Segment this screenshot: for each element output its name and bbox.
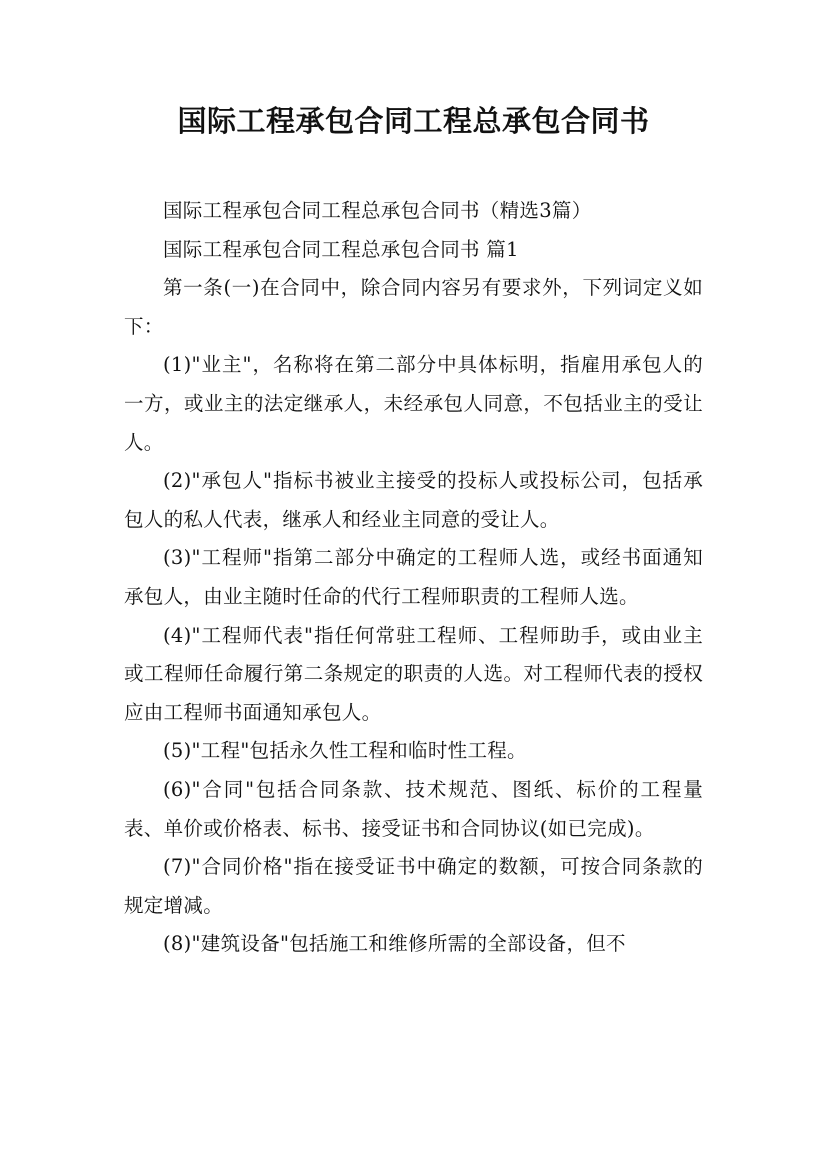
paragraph-definition-engineer-representative: (4)"工程师代表"指任何常驻工程师、工程师助手，或由业主或工程师任命履行第二条规定的职责的人选。对工程师代表的授权应由工程师书面通知承包人。 xyxy=(124,623,703,724)
paragraph-definition-contract: (6)"合同"包括合同条款、技术规范、图纸、标价的工程量表、单价或价格表、标书、接受证书和合同协议(如已完成)。 xyxy=(124,777,703,840)
paragraph-subtitle: 国际工程承包合同工程总承包合同书（精选3篇） xyxy=(163,199,592,222)
paragraph-definition-owner: (1)"业主"，名称将在第二部分中具体标明，指雇用承包人的一方，或业主的法定继承人，未经承包人同意，不包括业主的受让人。 xyxy=(124,353,703,454)
paragraph-definition-contract-price: (7)"合同价格"指在接受证书中确定的数额，可按合同条款的规定增减。 xyxy=(124,855,703,917)
paragraph-definition-equipment: (8)"建筑设备"包括施工和维修所需的全部设备，但不 xyxy=(163,932,626,956)
paragraph-definition-works: (5)"工程"包括永久性工程和临时性工程。 xyxy=(163,739,527,763)
document-body xyxy=(124,192,703,964)
paragraph-article-1: 第一条(一)在合同中，除合同内容另有要求外，下列词定义如下： xyxy=(124,276,703,338)
paragraph-definition-contractor: (2)"承包人"指标书被业主接受的投标人或投标公司，包括承包人的私人代表，继承人和经业主同意的受让人。 xyxy=(124,469,703,531)
document-title: 国际工程承包合同工程总承包合同书 xyxy=(177,104,650,138)
paragraph-definition-engineer: (3)"工程师"指第二部分中确定的工程师人选，或经书面通知承包人，由业主随时任命的代行工程师职责的工程师人选。 xyxy=(124,546,703,608)
paragraph-section-heading: 国际工程承包合同工程总承包合同书 篇1 xyxy=(163,237,519,261)
